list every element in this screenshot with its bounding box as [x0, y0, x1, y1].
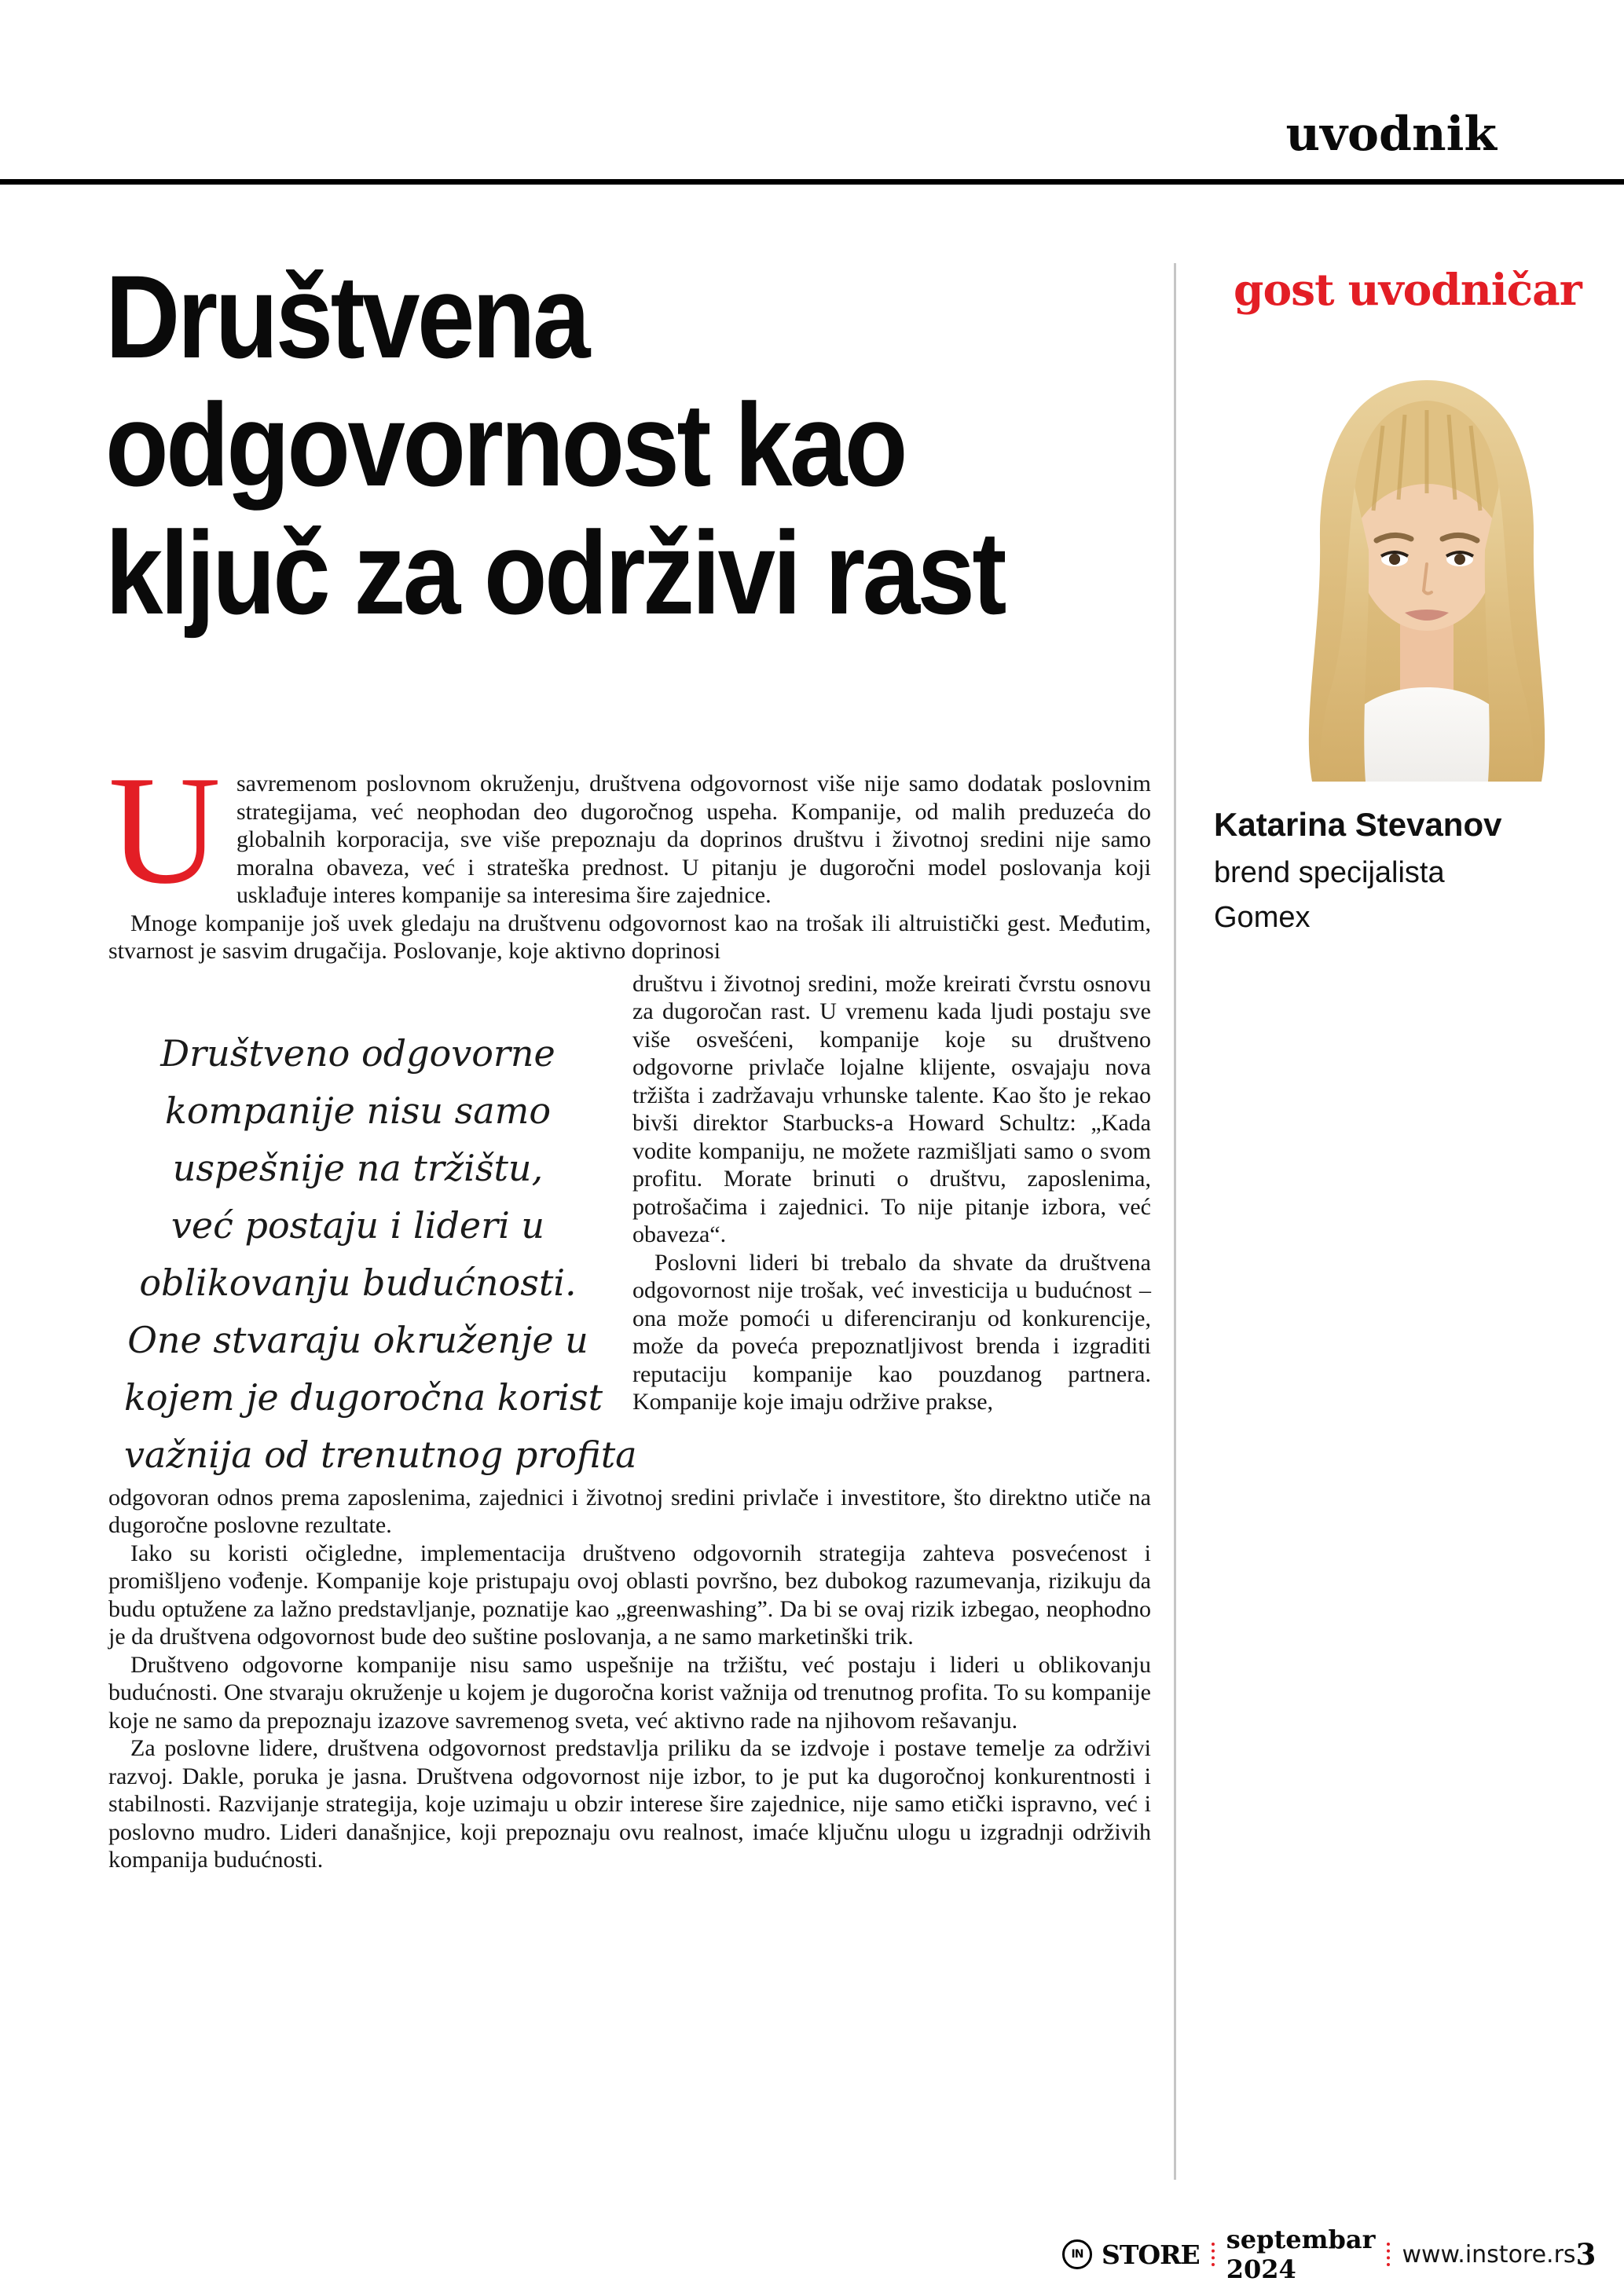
- page-number: 3: [1575, 2237, 1597, 2272]
- lead-text: savremenom poslovnom okruženju, društvena odgovornost više nije samo dodatak poslovnim strategijama, već neophodan deo dugoročnog uspeha. Kompanije, od malih preduzeća do globalnih korporacija, sve više prepoznaju da doprinos društvu i životnoj sredini nije samo moralna obaveza, već i strateška prednost. U pitanju je dugoročni model poslovanja koji usklađuje interes kompanije sa interesima šire zajednice.: [236, 771, 1151, 908]
- website-link[interactable]: www.instore.rs: [1402, 2240, 1576, 2269]
- paragraph: Društveno odgovorne kompanije nisu samo uspešnije na tržištu, već postaju i lideri u oblikovanju budućnosti. One stvaraju okruženje u kojem je dugoročna korist važnija od trenutnog profita. To su kompanije koje ne samo da prepoznaju izazove savremenog sveta, već aktivno rade na njihovom rešavanju.: [108, 1651, 1151, 1734]
- pull-quote-line: važnija od trenutnog profita: [124, 1433, 637, 1476]
- guest-editor-label: gost uvodničar: [1234, 264, 1582, 315]
- article-title-line: Društvena: [105, 251, 588, 383]
- article-title-line: ključ za održivi rast: [105, 507, 1004, 639]
- lead-paragraph: [108, 744, 1151, 916]
- pull-quote-line: One stvaraju okruženje u: [127, 1318, 588, 1361]
- footer-divider-icon: [1387, 2243, 1390, 2266]
- author-portrait-illustration: [1273, 353, 1581, 782]
- article-body: [108, 744, 1151, 1874]
- sidebar: [1214, 264, 1583, 935]
- paragraph: odgovoran odnos prema zaposlenima, zajednici i životnoj sredini privlače i investitore, što direktno utiče na dugoročne poslovne rezultate.: [108, 1484, 1151, 1538]
- pull-quote-line: kompanije nisu samo: [164, 1089, 552, 1132]
- logo-in-text: IN: [1071, 2248, 1083, 2261]
- pull-quote: [108, 970, 637, 1484]
- instore-logo-icon: [1062, 2239, 1092, 2269]
- article-title: [105, 253, 1184, 637]
- author-photo: [1273, 353, 1581, 782]
- drop-cap: U: [108, 744, 221, 916]
- paragraph: društvu i životnoj sredini, može kreirati čvrstu osnovu za dugoročan rast. U vremenu kada ljudi postaju sve više osvešćeni, kompanije koje su društveno odgovorne privlače lojalne klijente, osvajaju nova tržišta i zadržavaju vrhunske talente. Kao što je rekao bivši direktor Starbucks-a Howard Schultz: „Kada vodite kompaniju, ne možete razmišljati samo o svom profitu. Morate brinuti o društvu, zaposlenima, potrošačima i zajednici. To nije pitanje izbora, već obaveza“.: [632, 970, 1151, 1247]
- pull-quote-line: uspešnije na tržištu,: [172, 1146, 544, 1189]
- issue-date: septembar 2024: [1226, 2225, 1376, 2284]
- author-name: Katarina Stevanov: [1214, 806, 1502, 843]
- paragraph: Poslovni lideri bi trebalo da shvate da društvena odgovornost nije trošak, već investicija u budućnost – ona može pomoći u diferenciranju od konkurencije, može da poveća prepoznatljivost brenda i izgraditi reputaciju kompanije kao pouzdanog partnera. Kompanije koje imaju održive prakse,: [632, 1249, 1151, 1415]
- pull-quote-line: Društveno odgovorne: [160, 1031, 555, 1075]
- two-column-section: [108, 970, 1151, 1484]
- section-label: uvodnik: [1285, 107, 1497, 162]
- paragraph: Mnoge kompanije još uvek gledaju na društvenu odgovornost kao na trošak ili altruistički gest. Međutim, stvarnost je sasvim drugačija. Poslovanje, koje aktivno doprinosi: [108, 910, 1151, 964]
- right-column: [632, 970, 1151, 1484]
- paragraph: Iako su koristi očigledne, implementacija društveno odgovornih strategija zahteva posvećenost i promišljeno vođenje. Kompanije koje pristupaju ovoj oblasti površno, bez dubokog razumevanja, rizikuju da budu optužene za lažno predstavljanje, poznatije kao „greenwashing”. Da bi se ovaj rizik izbegao, neophodno je da društvena odgovornost bude deo suštine poslovanja, a ne samo marketinški trik.: [108, 1540, 1151, 1650]
- pull-quote-line: već postaju i lideri u: [170, 1203, 545, 1247]
- pull-quote-line: kojem je dugoročna korist: [124, 1375, 603, 1419]
- column-divider: [1174, 263, 1176, 2180]
- author-role: brend specijalista: [1214, 856, 1445, 889]
- footer-divider-icon: [1212, 2243, 1215, 2266]
- author-company: Gomex: [1214, 901, 1311, 934]
- brand-name: STORE: [1102, 2239, 1200, 2270]
- header-rule: [0, 179, 1624, 185]
- pull-quote-line: oblikovanju budućnosti.: [139, 1261, 577, 1304]
- paragraph: Za poslovne lidere, društvena odgovornost predstavlja priliku da se izdvoje i postave temelje za održivi razvoj. Dakle, poruka je jasna. Društvena odgovornost nije izbor, to je put ka dugoročnoj konkurentnosti i stabilnosti. Razvijanje strategija, koje uzimaju u obzir interese šire zajednice, nije samo etički ispravno, već i poslovno mudro. Lideri današnjice, koji prepoznaju ovu realnost, imaće ključnu ulogu u izgradnji održivih kompanija budućnosti.: [108, 1735, 1151, 1873]
- article-title-line: odgovornost kao: [105, 379, 905, 511]
- page-footer: [1062, 2225, 1597, 2284]
